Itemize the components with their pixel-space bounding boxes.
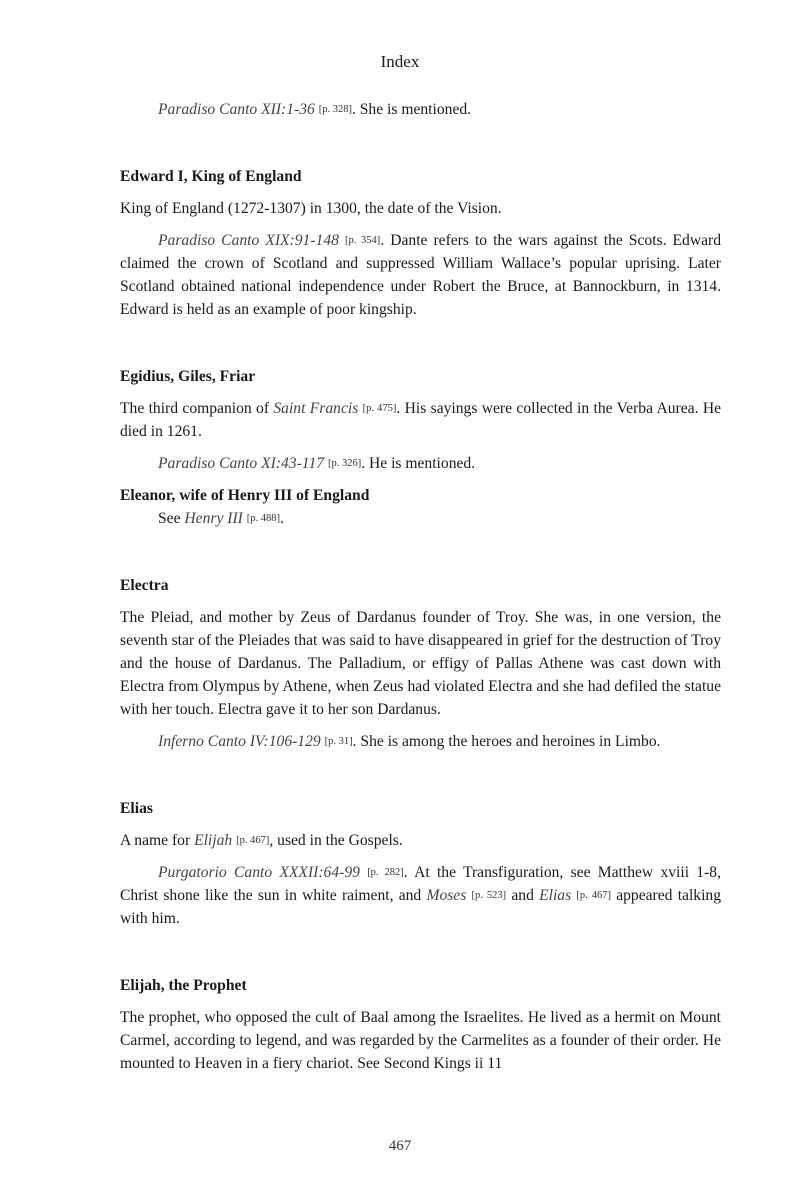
cross-ref-link[interactable]: Elias [539,887,572,904]
entry-description [120,829,721,852]
page-ref[interactable]: [p. 467] [236,835,270,846]
entry-ref [120,452,721,475]
entry-see [120,507,721,530]
entry-ref [120,730,721,753]
ref-text: . She is mentioned. [351,101,472,118]
ref-text: appeared talking with him. [120,887,721,927]
entry-eleanor [120,484,721,530]
entry-heading: Elias [120,800,153,817]
canto-link[interactable]: Purgatorio Canto XXXII:64-99 [158,864,360,881]
canto-link[interactable]: Paradiso Canto XIX:91-148 [158,232,339,249]
ref-text: . Dante refers to the wars against the Scots. Edward claimed the crown of Scotland and suppressed William Wallace’s popular uprising. Later Scotland obtained national independence under Robert the Bruce, at Bannockburn, in 1314. Edward is held as an example of poor kingship. [120,232,721,318]
page-ref[interactable]: [p. 488] [246,513,281,524]
entry-heading: Elijah, the Prophet [120,977,247,994]
page-ref[interactable]: [p. 328] [318,104,352,115]
entry-heading: Edward I, King of England [120,168,302,185]
see-text: . [280,510,284,527]
page-ref[interactable]: [p. 282] [367,867,404,878]
ref-text: . He is mentioned. [361,455,476,472]
entry-egidius [120,365,721,475]
page-ref[interactable]: [p. 326] [327,458,362,469]
page-ref[interactable]: [p. 523] [471,890,507,901]
ref-text: . At the Transfiguration, see Matthew xviii 1-8, Christ shone like the sun in white raiment, and [120,864,721,904]
entry-heading: Egidius, Giles, Friar [120,368,256,385]
entry-heading: Eleanor, wife of Henry III of England [120,487,370,504]
entry-description: King of England (1272-1307) in 1300, the date of the Vision. [120,200,502,217]
desc-text: The third companion of [120,400,274,417]
canto-link[interactable]: Paradiso Canto XII:1-36 [158,101,315,118]
desc-text: . His sayings were collected in the Verba Aurea. He died in 1261. [120,400,721,440]
entry-elias [120,797,721,930]
ref-text: and [506,887,540,904]
see-text: See [158,510,185,527]
canto-link[interactable]: Paradiso Canto XI:43-117 [158,455,325,472]
entry-heading: Electra [120,577,169,594]
cross-ref-link[interactable]: Saint Francis [273,400,359,417]
entry-description [120,397,721,443]
entry-edward [120,165,721,321]
page-ref[interactable]: [p. 354] [344,235,381,246]
entry-elijah [120,974,721,1075]
page-ref[interactable]: [p. 475] [362,403,397,414]
index-content [120,98,721,1075]
entry-ref-paradiso-xii [120,98,721,121]
canto-link[interactable]: Inferno Canto IV:106-129 [158,733,321,750]
cross-ref-link[interactable]: Moses [426,887,467,904]
page-ref[interactable]: [p. 467] [576,890,611,901]
entry-description: The prophet, who opposed the cult of Baal among the Israelites. He lived as a hermit on Mount Carmel, according to legend, and was regarded by the Carmelites as a founder of their order. He mounted to Heaven in a fiery chariot. See Second Kings ii 11 [120,1009,721,1072]
desc-text: , used in the Gospels. [269,832,403,849]
page-number: 467 [388,1138,412,1154]
entry-ref [120,861,721,930]
entry-ref [120,229,721,321]
ref-text: . She is among the heroes and heroines in Limbo. [352,733,661,750]
entry-description: The Pleiad, and mother by Zeus of Dardanus founder of Troy. She was, in one version, the seventh star of the Pleiades that was said to have disappeared in grief for the destruction of Troy and the house of Dardanus. The Palladium, or effigy of Pallas Athene was cast down with Electra from Olympus by Athene, when Zeus had violated Electra and she had defiled the statue with her touch. Electra gave it to her son Dardanus. [120,609,721,718]
page-ref[interactable]: [p. 31] [324,736,353,747]
cross-ref-link[interactable]: Elijah [194,832,233,849]
entry-electra [120,574,721,753]
desc-text: A name for [120,832,195,849]
cross-ref-link[interactable]: Henry III [184,510,243,527]
page-header: Index [380,52,420,71]
